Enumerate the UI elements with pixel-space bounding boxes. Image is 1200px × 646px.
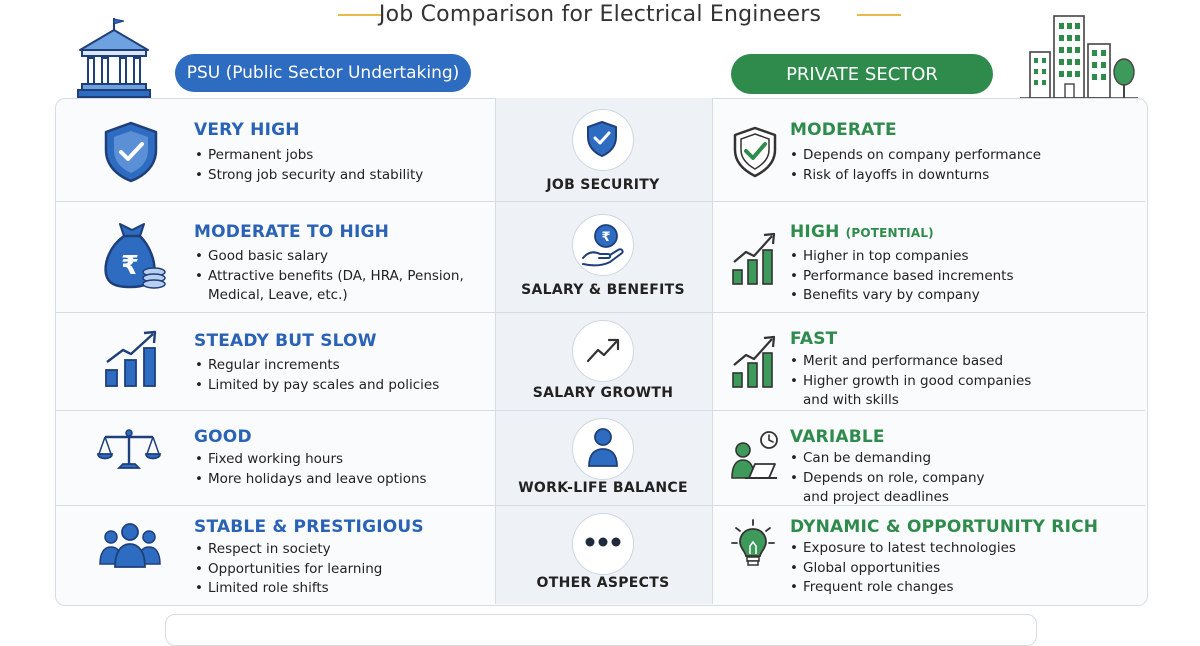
list-item: • Merit and performance based: [789, 352, 1031, 372]
psu-heading: VERY HIGH: [194, 120, 300, 140]
private-points: [789, 539, 1016, 598]
list-item: • Fixed working hours: [194, 450, 427, 470]
svg-text:₹: ₹: [120, 251, 140, 281]
list-item: • Can be demanding: [789, 449, 985, 469]
private-points: [789, 247, 1014, 306]
government-building-icon: [76, 16, 152, 100]
shield-check-icon: [586, 120, 618, 158]
list-item: • Regular increments: [194, 356, 439, 376]
psu-points: [194, 146, 423, 185]
list-item: • Strong job security and stability: [194, 166, 423, 186]
list-item: • Opportunities for learning: [194, 560, 382, 580]
private-heading: VARIABLE: [790, 427, 885, 447]
list-item: • Exposure to latest technologies: [789, 539, 1016, 559]
private-points: [789, 449, 985, 508]
shield-check-icon: [732, 125, 778, 179]
psu-heading: STABLE & PRESTIGIOUS: [194, 517, 424, 537]
psu-heading: MODERATE TO HIGH: [194, 222, 390, 242]
list-item: • Frequent role changes: [789, 578, 1016, 598]
more-dots-icon: [584, 536, 622, 548]
psu-heading: GOOD: [194, 427, 252, 447]
private-heading: FAST: [790, 329, 838, 349]
category-label: SALARY GROWTH: [532, 385, 674, 401]
list-item: • More holidays and leave options: [194, 470, 427, 490]
list-item: • Depends on company performance: [789, 146, 1041, 166]
list-item: • Risk of layoffs in downturns: [789, 166, 1041, 186]
hand-rupee-icon: [580, 222, 626, 268]
money-bag-icon: [102, 220, 168, 290]
psu-heading: STEADY BUT SLOW: [194, 331, 377, 351]
list-item: and with skills: [803, 392, 899, 408]
row-divider: [56, 312, 1145, 313]
private-heading-note: (POTENTIAL): [845, 226, 934, 240]
list-item: and project deadlines: [803, 489, 949, 505]
psu-points: [194, 540, 382, 599]
list-item: • Attractive benefits (DA, HRA, Pension,: [194, 267, 464, 287]
people-group-icon: [99, 522, 161, 568]
psu-header-pill: PSU (Public Sector Undertaking): [175, 54, 471, 92]
category-label: WORK-LIFE BALANCE: [518, 480, 688, 496]
balance-scale-icon: [97, 428, 161, 472]
row-divider: [56, 201, 1145, 202]
bottom-panel: [165, 614, 1037, 646]
private-points: [789, 146, 1041, 185]
city-buildings-icon: [1020, 14, 1138, 100]
private-heading: MODERATE: [790, 120, 897, 140]
private-sector-header-pill: PRIVATE SECTOR: [731, 54, 993, 94]
list-item: • Higher growth in good companies: [789, 372, 1031, 392]
psu-points: [194, 450, 427, 489]
trend-line-icon: [586, 336, 620, 364]
list-item: • Depends on role, company: [789, 469, 985, 489]
category-label: JOB SECURITY: [546, 177, 660, 193]
list-item: • Respect in society: [194, 540, 382, 560]
psu-points: [194, 356, 439, 395]
svg-text:₹: ₹: [601, 230, 611, 245]
list-item: • Permanent jobs: [194, 146, 423, 166]
category-label: SALARY & BENEFITS: [521, 282, 685, 298]
person-laptop-clock-icon: [729, 430, 781, 482]
list-item: • Good basic salary: [194, 247, 464, 267]
private-heading: [790, 222, 934, 242]
category-label: OTHER ASPECTS: [536, 575, 670, 591]
private-heading: DYNAMIC & OPPORTUNITY RICH: [790, 517, 1099, 537]
person-icon: [586, 426, 620, 468]
growth-chart-icon: [730, 333, 778, 389]
list-item: • Limited by pay scales and policies: [194, 376, 439, 396]
shield-check-icon: [102, 120, 160, 184]
list-item: • Higher in top companies: [789, 247, 1014, 267]
title-accent-line-right: [857, 14, 901, 16]
private-heading-text: HIGH: [790, 222, 840, 242]
list-item: • Global opportunities: [789, 559, 1016, 579]
page-title: Job Comparison for Electrical Engineers: [378, 2, 822, 27]
list-item: • Benefits vary by company: [789, 286, 1014, 306]
growth-chart-icon: [730, 230, 778, 286]
private-points: [789, 352, 1031, 411]
list-item: • Limited role shifts: [194, 579, 382, 599]
psu-points: [194, 247, 464, 306]
list-item: Medical, Leave, etc.): [208, 287, 348, 303]
list-item: • Performance based increments: [789, 267, 1014, 287]
growth-chart-icon: [103, 328, 161, 388]
lightbulb-icon: [730, 518, 776, 570]
